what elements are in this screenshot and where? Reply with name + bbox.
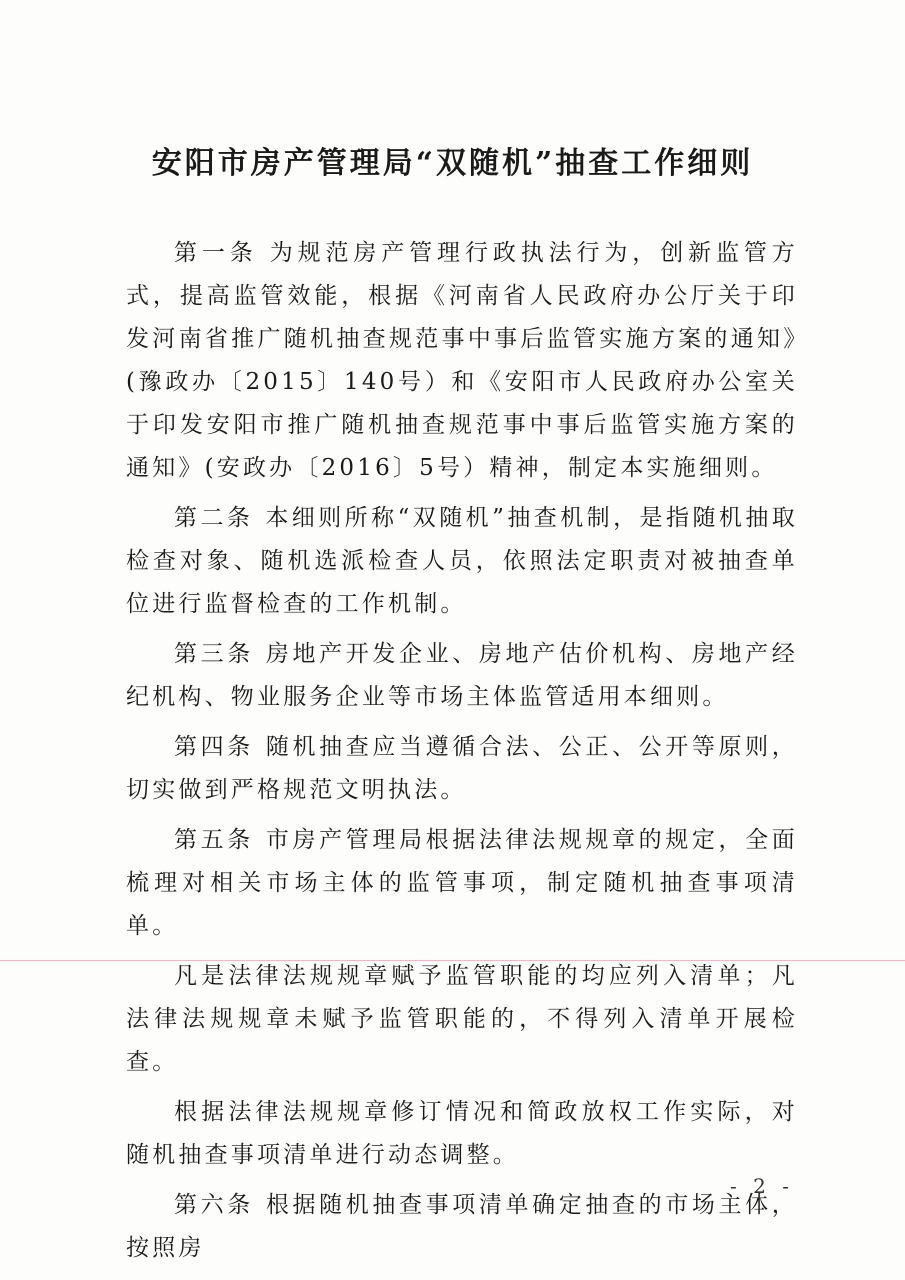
paragraph-text: 随机抽查应当遵循合法、公正、公开等原则，切实做到严格规范文明执法。 <box>126 734 799 803</box>
paragraph-article-3 <box>126 633 798 719</box>
paragraph-article-4 <box>126 726 798 812</box>
paragraph-article-6 <box>126 1184 798 1270</box>
paragraph-article-5 <box>126 819 798 948</box>
article-number: 第五条 <box>174 827 254 853</box>
article-number: 第一条 <box>174 240 258 266</box>
paragraph-article-5-clause-2 <box>126 955 798 1084</box>
paragraph-article-5-clause-3 <box>126 1091 798 1177</box>
article-number: 第三条 <box>174 641 254 667</box>
paragraph-article-2 <box>126 497 798 626</box>
paragraph-text: 凡是法律法规规章赋予监管职能的均应列入清单；凡法律法规规章未赋予监管职能的，不得列入清单开展检查。 <box>126 963 798 1075</box>
paragraph-text: 为规范房产管理行政执法行为，创新监管方式，提高监管效能，根据《河南省人民政府办公厅关于印发河南省推广随机抽查规范事中事后监管实施方案的通知》(豫政办〔2015〕140号）和《安阳市人民政府办公室关于印发安阳市推广随机抽查规范事中事后监管实施方案的通知》(安政办〔2016〕5号）精神，制定本实施细则。 <box>126 240 798 481</box>
paragraph-article-1 <box>126 232 798 490</box>
paragraph-text: 根据随机抽查事项清单确定抽查的市场主体，按照房 <box>126 1192 799 1261</box>
page-number: - 2 - <box>730 1174 794 1198</box>
document-title: 安阳市房产管理局“双随机”抽查工作细则 <box>151 146 754 181</box>
scan-line-artifact <box>0 960 905 961</box>
document-body <box>126 232 798 1277</box>
paragraph-text: 房地产开发企业、房地产估价机构、房地产经纪机构、物业服务企业等市场主体监管适用本细则。 <box>126 641 799 710</box>
paragraph-text: 市房产管理局根据法律法规规章的规定，全面梳理对相关市场主体的监管事项，制定随机抽查事项清单。 <box>126 827 799 939</box>
article-number: 第二条 <box>174 505 254 531</box>
paragraph-text: 本细则所称“双随机”抽查机制，是指随机抽取检查对象、随机选派检查人员，依照法定职责对被抽查单位进行监督检查的工作机制。 <box>126 505 798 617</box>
paragraph-text: 根据法律法规规章修订情况和简政放权工作实际，对随机抽查事项清单进行动态调整。 <box>126 1099 798 1168</box>
article-number: 第六条 <box>174 1192 254 1218</box>
article-number: 第四条 <box>174 734 254 760</box>
